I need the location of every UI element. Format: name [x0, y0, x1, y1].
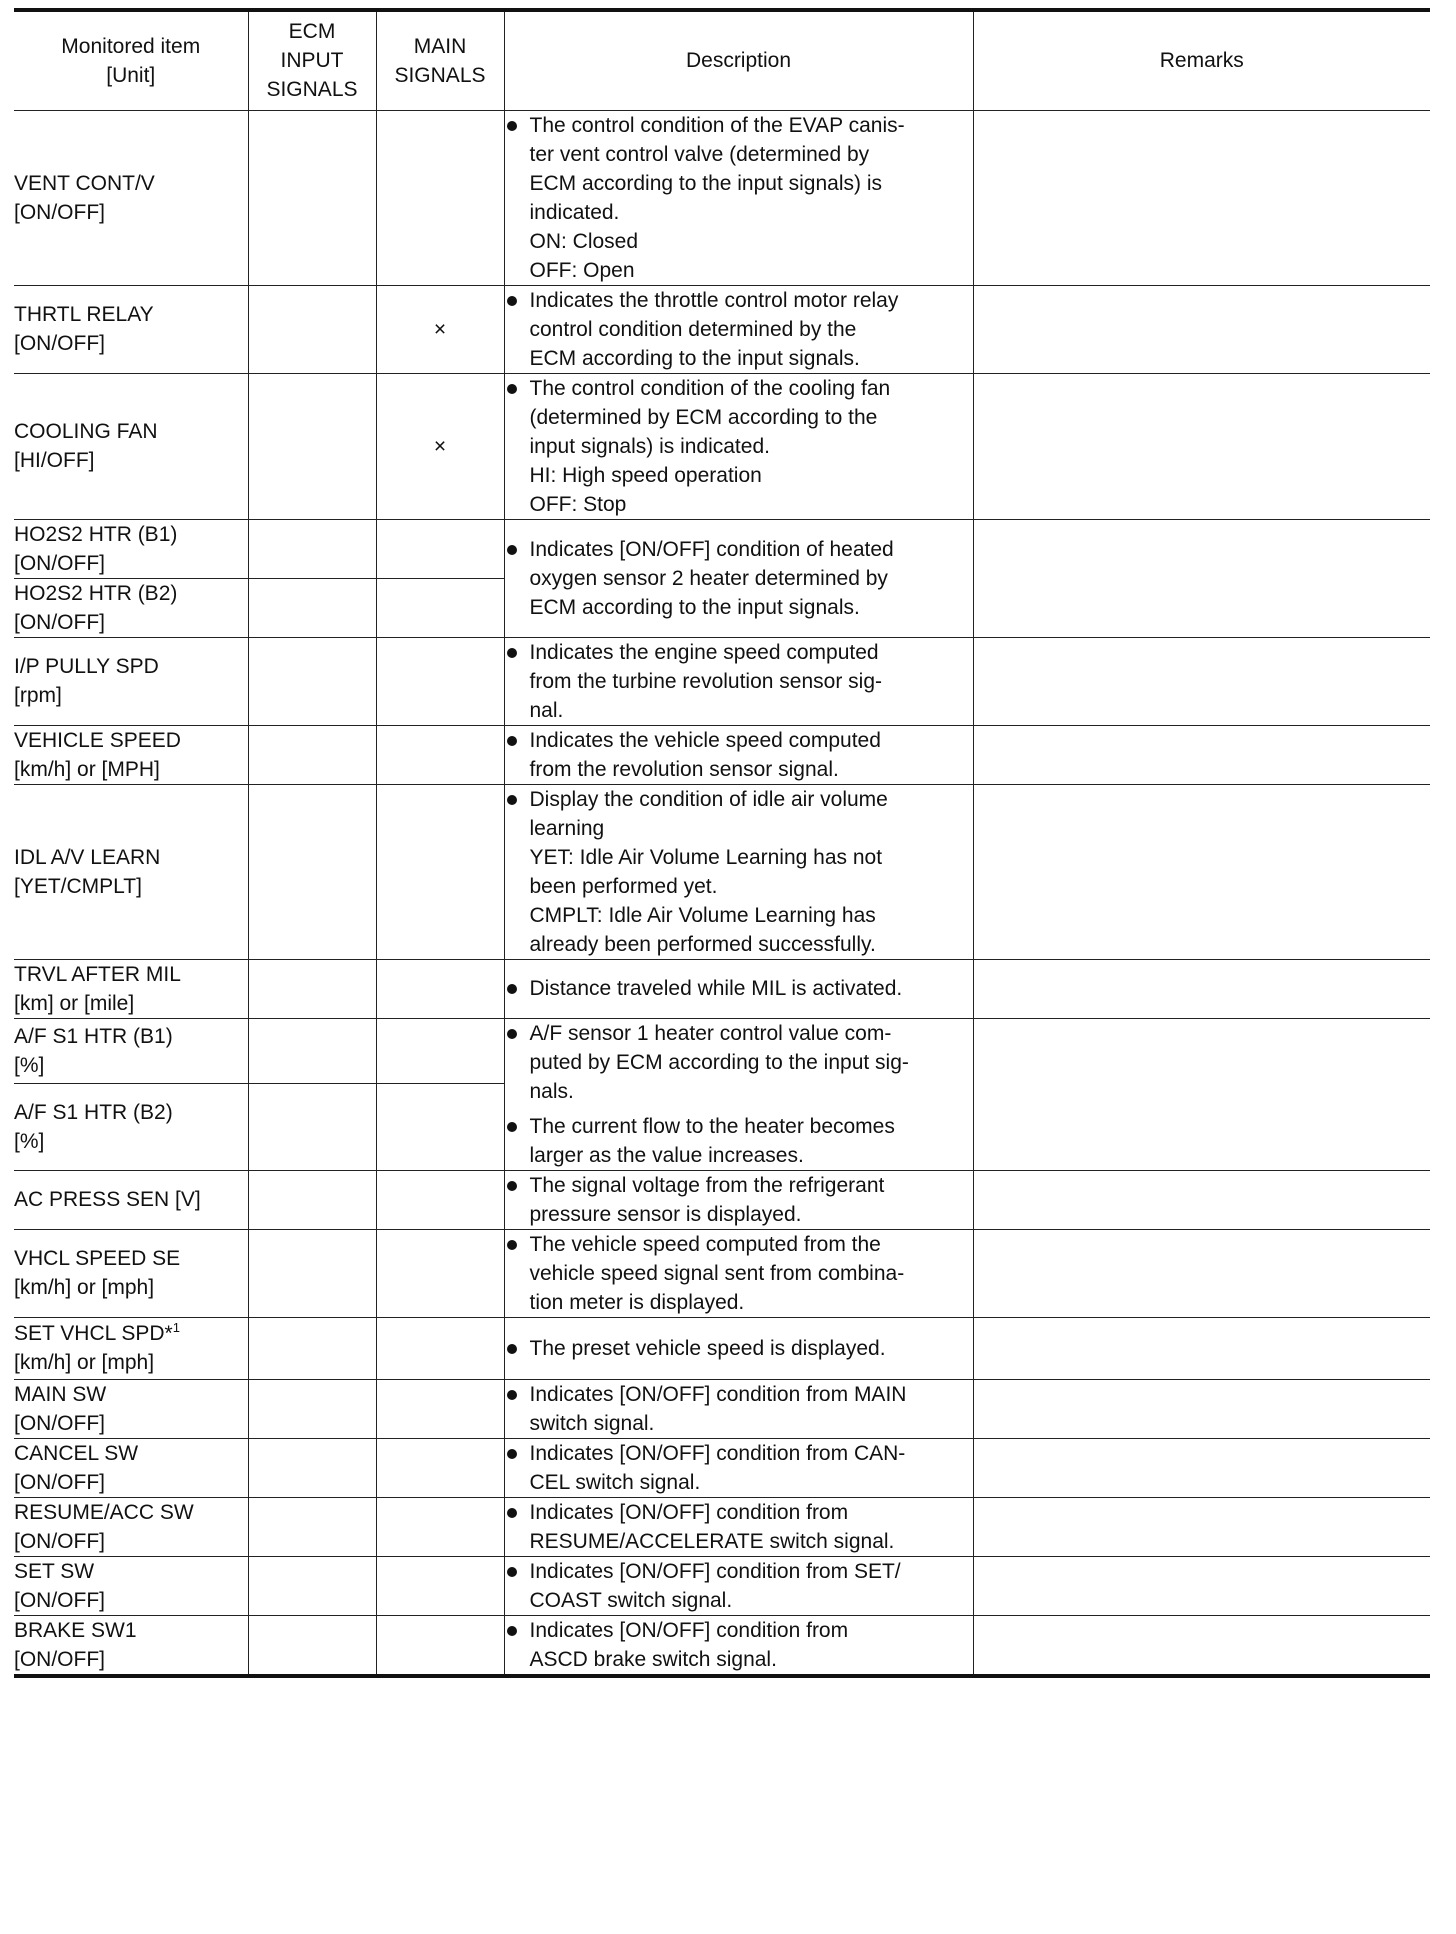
description-line: larger as the value increases. — [529, 1143, 804, 1167]
description-bullet-list — [505, 726, 973, 784]
monitored-item-cell — [14, 1379, 248, 1438]
description-line: Display the condition of idle air volume — [529, 787, 888, 811]
monitored-item-line: [ON/OFF] — [14, 200, 105, 224]
description-line: ECM according to the input signals. — [529, 346, 860, 370]
description-bullet-list — [505, 974, 973, 1003]
description-line: puted by ECM according to the input sig- — [529, 1050, 909, 1074]
description-cell — [504, 784, 973, 959]
monitored-item-cell — [14, 1615, 248, 1676]
monitored-item-line: VHCL SPEED SE — [14, 1247, 181, 1270]
monitored-item-line: [km/h] or [mph] — [14, 1276, 155, 1299]
monitored-item-line: [rpm] — [14, 684, 62, 707]
description-bullet — [505, 785, 973, 959]
ecm-input-signal-cell — [248, 1556, 376, 1615]
header-main-line: SIGNALS — [394, 63, 486, 87]
ecm-input-signal-cell — [248, 725, 376, 784]
ecm-input-signal-cell — [248, 637, 376, 725]
remarks-cell — [973, 637, 1430, 725]
description-line: OFF: Stop — [529, 492, 627, 516]
description-cell — [504, 1497, 973, 1556]
main-signal-cell: × — [376, 285, 504, 373]
table-row — [14, 110, 1430, 285]
main-signal-cell — [376, 1438, 504, 1497]
description-line: Indicates the engine speed computed — [529, 640, 879, 664]
table-row — [14, 959, 1430, 1018]
description-line: Indicates [ON/OFF] condition from — [529, 1618, 849, 1642]
main-signal-cell — [376, 1084, 504, 1170]
table-row — [14, 1229, 1430, 1317]
monitored-item-line: HO2S2 HTR (B2) — [14, 581, 178, 605]
remarks-cell — [973, 1018, 1430, 1170]
remarks-cell — [973, 285, 1430, 373]
description-bullet-list — [505, 1171, 973, 1229]
monitored-item-line: A/F S1 HTR (B2) — [14, 1100, 173, 1124]
main-signal-cell — [376, 1229, 504, 1317]
description-cell — [504, 1615, 973, 1676]
monitored-item-line: HO2S2 HTR (B1) — [14, 522, 178, 546]
table-row — [14, 1497, 1430, 1556]
monitored-item-cell — [14, 1170, 248, 1229]
main-signal-cell: × — [376, 373, 504, 519]
remarks-cell — [973, 1379, 1430, 1438]
description-line: input signals) is indicated. — [529, 434, 770, 458]
monitored-item-cell — [14, 1018, 248, 1084]
description-bullet-list — [505, 1380, 973, 1438]
description-line: Distance traveled while MIL is activated. — [529, 977, 903, 1000]
description-line: nal. — [529, 698, 564, 722]
description-line: COAST switch signal. — [529, 1588, 733, 1612]
table-row — [14, 1379, 1430, 1438]
description-cell — [504, 1379, 973, 1438]
monitored-item-line: [ON/OFF] — [14, 1588, 105, 1612]
monitored-item-cell — [14, 1438, 248, 1497]
table-body — [14, 110, 1430, 1676]
ecm-input-signal-cell — [248, 519, 376, 578]
description-bullet-list — [505, 1230, 973, 1317]
remarks-cell — [973, 725, 1430, 784]
table-row — [14, 373, 1430, 519]
header-item-line: [Unit] — [106, 63, 156, 87]
description-line: control condition determined by the — [529, 317, 857, 341]
description-bullet-list — [505, 1019, 973, 1170]
monitored-item-cell — [14, 519, 248, 578]
remarks-cell — [973, 1438, 1430, 1497]
description-cell — [504, 373, 973, 519]
monitored-item-line: VEHICLE SPEED — [14, 728, 181, 752]
description-bullet — [505, 1112, 973, 1170]
table-row — [14, 784, 1430, 959]
header-remarks: Remarks — [973, 10, 1430, 110]
table-row — [14, 725, 1430, 784]
description-cell — [504, 1229, 973, 1317]
description-line: ON: Closed — [529, 229, 639, 253]
monitored-item-cell — [14, 784, 248, 959]
description-cell — [504, 725, 973, 784]
ecm-input-signal-cell — [248, 1170, 376, 1229]
description-line: already been performed successfully. — [529, 932, 876, 956]
description-line: CEL switch signal. — [529, 1470, 701, 1494]
monitored-item-line: [HI/OFF] — [14, 449, 95, 472]
remarks-cell — [973, 373, 1430, 519]
remarks-cell — [973, 784, 1430, 959]
description-line: OFF: Open — [529, 258, 635, 282]
monitored-item-line: A/F S1 HTR (B1) — [14, 1024, 173, 1048]
description-line: pressure sensor is displayed. — [529, 1202, 802, 1226]
header-ecm-input-signals — [248, 10, 376, 110]
description-cell — [504, 959, 973, 1018]
ecm-input-signal-cell — [248, 110, 376, 285]
description-line: HI: High speed operation — [529, 463, 762, 487]
remarks-cell — [973, 1317, 1430, 1379]
description-bullet — [505, 1230, 973, 1317]
monitored-item-cell — [14, 1084, 248, 1170]
description-bullet — [505, 1171, 973, 1229]
description-line: The current flow to the heater becomes — [529, 1114, 895, 1138]
description-line: ECM according to the input signals. — [529, 595, 860, 619]
monitored-item-cell — [14, 285, 248, 373]
monitored-item-line: SET VHCL SPD*$^1$ — [14, 1320, 180, 1345]
description-line: Indicates [ON/OFF] condition from — [529, 1500, 849, 1524]
main-signal-cell — [376, 578, 504, 637]
table-row — [14, 1438, 1430, 1497]
monitored-item-line: COOLING FAN — [14, 420, 158, 443]
monitored-item-cell — [14, 578, 248, 637]
description-line: vehicle speed signal sent from combina- — [529, 1261, 905, 1285]
description-cell — [504, 285, 973, 373]
monitored-item-line: [%] — [14, 1053, 45, 1077]
description-bullet-list — [505, 535, 973, 622]
table-row — [14, 637, 1430, 725]
main-signal-cell — [376, 959, 504, 1018]
description-bullet-list — [505, 1557, 973, 1615]
description-line: from the turbine revolution sensor sig- — [529, 669, 882, 693]
monitored-item-cell — [14, 373, 248, 519]
main-signal-cell — [376, 1615, 504, 1676]
description-bullet — [505, 1557, 973, 1615]
description-bullet — [505, 286, 973, 373]
description-line: The control condition of the EVAP canis- — [529, 113, 905, 137]
description-cell — [504, 110, 973, 285]
ecm-input-signal-cell — [248, 1497, 376, 1556]
description-line: from the revolution sensor signal. — [529, 757, 839, 781]
description-line: Indicates the vehicle speed computed — [529, 728, 881, 752]
header-monitored-item — [14, 10, 248, 110]
monitored-item-line: [ON/OFF] — [14, 1647, 105, 1671]
monitored-item-cell — [14, 959, 248, 1018]
description-cell — [504, 519, 973, 637]
monitored-item-line: [ON/OFF] — [14, 1411, 105, 1435]
monitored-item-line: [%] — [14, 1129, 45, 1153]
description-bullet-list — [505, 1439, 973, 1497]
description-line: The signal voltage from the refrigerant — [529, 1173, 885, 1197]
description-line: Indicates [ON/OFF] condition of heated — [529, 537, 894, 561]
table-row — [14, 1018, 1430, 1084]
footnote-marker: 1 — [172, 1320, 180, 1335]
description-bullet — [505, 1380, 973, 1438]
monitored-item-line: MAIN SW — [14, 1382, 107, 1406]
table-row — [14, 519, 1430, 578]
remarks-cell — [973, 1229, 1430, 1317]
main-signal-cell — [376, 1170, 504, 1229]
description-bullet — [505, 374, 973, 519]
description-line: Indicates [ON/OFF] condition from MAIN — [529, 1382, 907, 1406]
remarks-cell — [973, 959, 1430, 1018]
main-signal-cell — [376, 637, 504, 725]
ecm-input-signal-cell — [248, 1084, 376, 1170]
remarks-cell — [973, 110, 1430, 285]
description-bullet — [505, 638, 973, 725]
description-line: oxygen sensor 2 heater determined by — [529, 566, 888, 590]
ecm-input-signal-cell — [248, 1438, 376, 1497]
description-bullet — [505, 726, 973, 784]
ecm-input-signal-cell — [248, 1229, 376, 1317]
description-bullet-list — [505, 374, 973, 519]
main-signal-cell — [376, 1497, 504, 1556]
main-signal-cell — [376, 519, 504, 578]
ecm-input-signal-cell — [248, 1379, 376, 1438]
description-bullet-list — [505, 638, 973, 725]
description-bullet-list — [505, 1498, 973, 1556]
table-row — [14, 1615, 1430, 1676]
main-signal-cell — [376, 784, 504, 959]
main-signal-cell — [376, 1379, 504, 1438]
description-bullet — [505, 1334, 973, 1363]
header-item-line: Monitored item — [61, 34, 201, 58]
remarks-cell — [973, 1556, 1430, 1615]
header-ecm-line: ECM — [288, 20, 336, 44]
description-line: ECM according to the input signals) is — [529, 171, 882, 195]
monitored-item-cell — [14, 1497, 248, 1556]
monitor-item-table-sheet — [14, 8, 1430, 1678]
monitored-item-line: [ON/OFF] — [14, 332, 105, 355]
description-line: RESUME/ACCELERATE switch signal. — [529, 1529, 895, 1553]
monitored-item-cell — [14, 1229, 248, 1317]
monitored-item-cell — [14, 637, 248, 725]
description-bullet — [505, 1019, 973, 1106]
description-bullet-list — [505, 785, 973, 959]
description-line: nals. — [529, 1079, 574, 1103]
header-description: Description — [504, 10, 973, 110]
remarks-cell — [973, 1170, 1430, 1229]
description-cell — [504, 1317, 973, 1379]
main-signal-cell — [376, 1556, 504, 1615]
main-signal-cell — [376, 725, 504, 784]
monitored-item-line: [ON/OFF] — [14, 1470, 105, 1494]
description-line: The preset vehicle speed is displayed. — [529, 1336, 886, 1360]
header-ecm-line: INPUT — [280, 49, 344, 73]
main-signal-cell — [376, 1317, 504, 1379]
ecm-input-signal-cell — [248, 578, 376, 637]
description-bullet — [505, 974, 973, 1003]
remarks-cell — [973, 1615, 1430, 1676]
description-bullet — [505, 1616, 973, 1674]
description-cell — [504, 1438, 973, 1497]
description-bullet-list — [505, 1616, 973, 1674]
description-bullet — [505, 535, 973, 622]
header-main-signals — [376, 10, 504, 110]
monitored-item-line: AC PRESS SEN [V] — [14, 1188, 201, 1211]
table-row — [14, 1317, 1430, 1379]
description-line: The control condition of the cooling fan — [529, 376, 891, 400]
description-cell — [504, 1018, 973, 1170]
monitored-item-line: [ON/OFF] — [14, 1529, 105, 1553]
table-row — [14, 1170, 1430, 1229]
ecm-input-signal-cell — [248, 1018, 376, 1084]
description-line: Indicates the throttle control motor relay — [529, 288, 899, 312]
description-bullet — [505, 111, 973, 285]
monitored-item-line: [ON/OFF] — [14, 551, 105, 575]
description-cell — [504, 1556, 973, 1615]
monitored-item-line: THRTL RELAY — [14, 303, 154, 326]
description-line: learning — [529, 816, 605, 840]
description-line: Indicates [ON/OFF] condition from CAN- — [529, 1441, 906, 1465]
monitored-item-cell — [14, 1317, 248, 1379]
main-signal-cell — [376, 1018, 504, 1084]
description-bullet-list — [505, 286, 973, 373]
monitor-item-table — [14, 8, 1430, 1678]
description-line: tion meter is displayed. — [529, 1290, 745, 1314]
description-cell — [504, 1170, 973, 1229]
description-line: CMPLT: Idle Air Volume Learning has — [529, 903, 876, 927]
table-row — [14, 285, 1430, 373]
monitored-item-line: VENT CONT/V — [14, 171, 155, 195]
monitored-item-cell — [14, 1556, 248, 1615]
description-line: A/F sensor 1 heater control value com- — [529, 1021, 892, 1045]
description-line: Indicates [ON/OFF] condition from SET/ — [529, 1559, 901, 1583]
description-line: indicated. — [529, 200, 620, 224]
description-line: ter vent control valve (determined by — [529, 142, 870, 166]
description-bullet-list — [505, 1334, 973, 1363]
monitored-item-cell — [14, 110, 248, 285]
monitored-item-line: I/P PULLY SPD — [14, 655, 159, 678]
description-bullet — [505, 1498, 973, 1556]
description-line: switch signal. — [529, 1411, 655, 1435]
monitored-item-line: [km/h] or [mph] — [14, 1351, 155, 1374]
table-row — [14, 1556, 1430, 1615]
remarks-cell — [973, 519, 1430, 637]
header-main-line: MAIN — [413, 34, 467, 58]
ecm-input-signal-cell — [248, 285, 376, 373]
description-line: been performed yet. — [529, 874, 718, 898]
monitored-item-line: CANCEL SW — [14, 1441, 139, 1465]
description-line: ASCD brake switch signal. — [529, 1647, 777, 1671]
remarks-cell — [973, 1497, 1430, 1556]
header-ecm-line: SIGNALS — [266, 78, 358, 102]
monitored-item-line: [km/h] or [MPH] — [14, 757, 160, 781]
monitored-item-line: SET SW — [14, 1559, 95, 1583]
ecm-input-signal-cell — [248, 1317, 376, 1379]
ecm-input-signal-cell — [248, 373, 376, 519]
description-line: (determined by ECM according to the — [529, 405, 878, 429]
monitored-item-line: [ON/OFF] — [14, 610, 105, 634]
description-cell — [504, 637, 973, 725]
ecm-input-signal-cell — [248, 959, 376, 1018]
monitored-item-line: IDL A/V LEARN — [14, 845, 161, 869]
main-signal-cell — [376, 110, 504, 285]
description-bullet — [505, 1439, 973, 1497]
ecm-input-signal-cell — [248, 1615, 376, 1676]
ecm-input-signal-cell — [248, 784, 376, 959]
description-line: YET: Idle Air Volume Learning has not — [529, 845, 883, 869]
monitored-item-line: [km] or [mile] — [14, 991, 135, 1015]
table-header-row — [14, 10, 1430, 110]
description-bullet-list — [505, 111, 973, 285]
monitored-item-line: RESUME/ACC SW — [14, 1500, 194, 1524]
description-line: The vehicle speed computed from the — [529, 1232, 881, 1256]
monitored-item-cell — [14, 725, 248, 784]
monitored-item-line: [YET/CMPLT] — [14, 874, 142, 898]
monitored-item-line: BRAKE SW1 — [14, 1618, 137, 1642]
monitored-item-line: TRVL AFTER MIL — [14, 962, 181, 986]
